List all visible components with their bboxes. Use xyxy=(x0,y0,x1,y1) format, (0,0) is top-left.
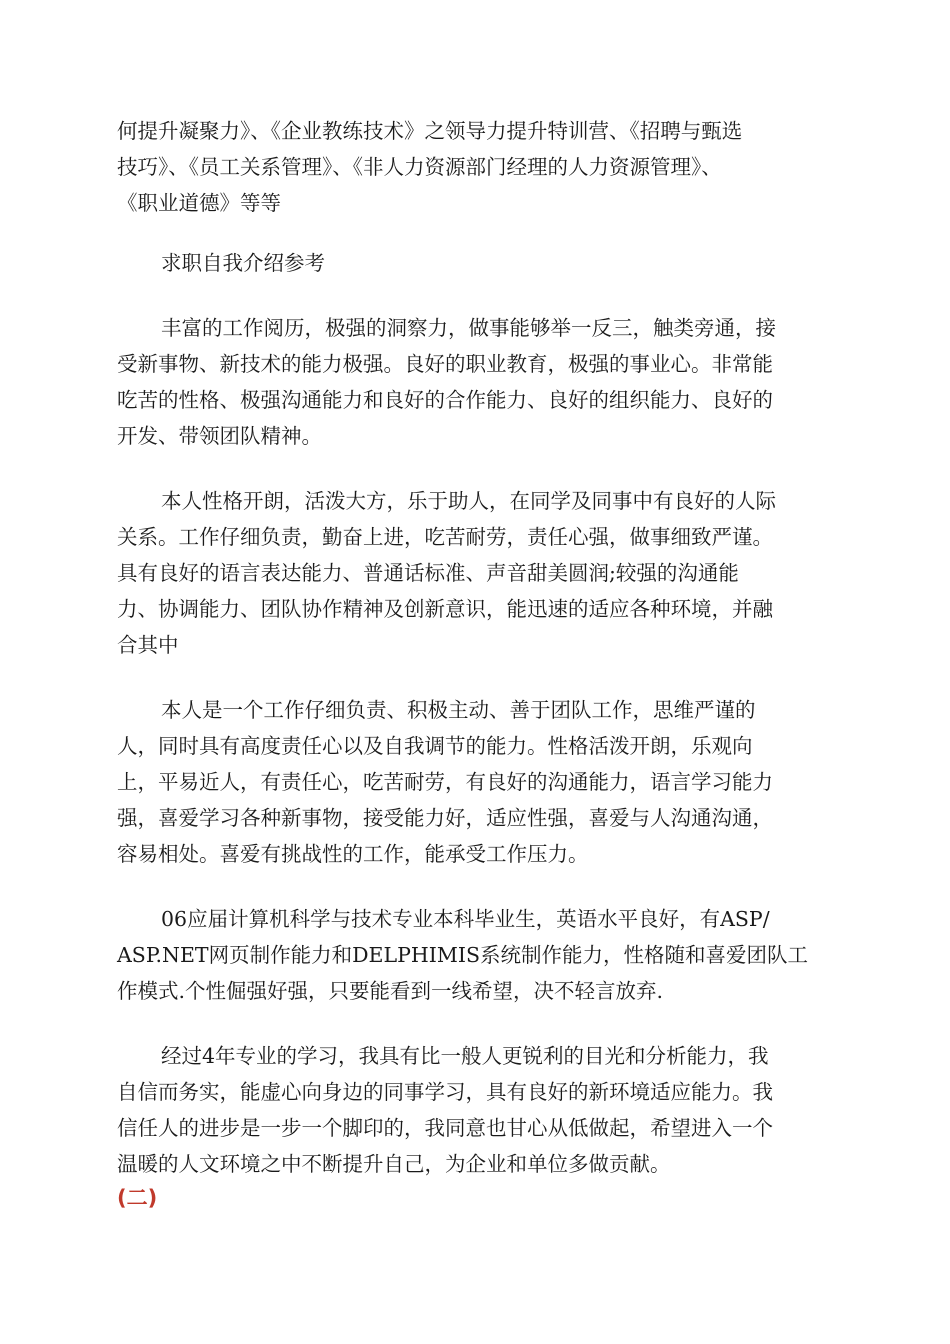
paragraph-line: 开发、带领团队精神。 xyxy=(117,424,322,448)
paragraph-line: 06应届计算机科学与技术专业本科毕业生，英语水平良好，有ASP/ xyxy=(161,907,770,931)
paragraph-line: 信任人的进步是一步一个脚印的，我同意也甘心从低做起，希望进入一个 xyxy=(117,1116,773,1140)
intro-line: 《职业道德》等等 xyxy=(117,191,281,215)
intro-line: 技巧》、《员工关系管理》、《非人力资源部门经理的人力资源管理》、 xyxy=(117,155,722,179)
paragraph-line: 吃苦的性格、极强沟通能力和良好的合作能力、良好的组织能力、良好的 xyxy=(117,388,773,412)
paragraph-5 xyxy=(117,1038,833,1182)
paragraph-line: 力、协调能力、团队协作精神及创新意识，能迅速的适应各种环境，并融 xyxy=(117,597,773,621)
paragraph-line: 容易相处。喜爱有挑战性的工作，能承受工作压力。 xyxy=(117,842,589,866)
paragraph-4 xyxy=(117,901,833,1009)
paragraph-line: 作模式.个性倔强好强，只要能看到一线希望，决不轻言放弃. xyxy=(117,979,664,1003)
paragraph-line: 关系。工作仔细负责，勤奋上进，吃苦耐劳，责任心强，做事细致严谨。 xyxy=(117,525,773,549)
intro-paragraph xyxy=(117,113,833,221)
paragraph-3 xyxy=(117,692,833,872)
paragraph-line: 本人是一个工作仔细负责、积极主动、善于团队工作，思维严谨的 xyxy=(161,698,756,722)
section-marker: (二) xyxy=(117,1186,158,1210)
paragraph-line: 人，同时具有高度责任心以及自我调节的能力。性格活泼开朗，乐观向 xyxy=(117,734,753,758)
intro-line: 何提升凝聚力》、《企业教练技术》之领导力提升特训营、《招聘与甄选 xyxy=(117,119,743,143)
section-heading: 求职自我介绍参考 xyxy=(161,251,325,275)
paragraph-line: 上，平易近人，有责任心，吃苦耐劳，有良好的沟通能力，语言学习能力 xyxy=(117,770,773,794)
document-body xyxy=(117,113,833,1182)
paragraph-line: 本人性格开朗，活泼大方，乐于助人，在同学及同事中有良好的人际 xyxy=(161,489,776,513)
paragraph-line: ASP.NET网页制作能力和DELPHIMIS系统制作能力，性格随和喜爱团队工 xyxy=(117,943,808,967)
paragraph-1 xyxy=(117,310,833,454)
paragraph-2 xyxy=(117,483,833,663)
paragraph-line: 自信而务实，能虚心向身边的同事学习，具有良好的新环境适应能力。我 xyxy=(117,1080,773,1104)
paragraph-line: 合其中 xyxy=(117,633,179,657)
paragraph-line: 具有良好的语言表达能力、普通话标准、声音甜美圆润;较强的沟通能 xyxy=(117,561,739,585)
paragraph-line: 强，喜爱学习各种新事物，接受能力好，适应性强，喜爱与人沟通沟通， xyxy=(117,806,773,830)
paragraph-line: 温暖的人文环境之中不断提升自己，为企业和单位多做贡献。 xyxy=(117,1152,671,1176)
paragraph-line: 丰富的工作阅历，极强的洞察力，做事能够举一反三，触类旁通，接 xyxy=(161,316,776,340)
paragraph-line: 经过4年专业的学习，我具有比一般人更锐利的目光和分析能力，我 xyxy=(161,1044,769,1068)
paragraph-line: 受新事物、新技术的能力极强。良好的职业教育，极强的事业心。非常能 xyxy=(117,352,773,376)
